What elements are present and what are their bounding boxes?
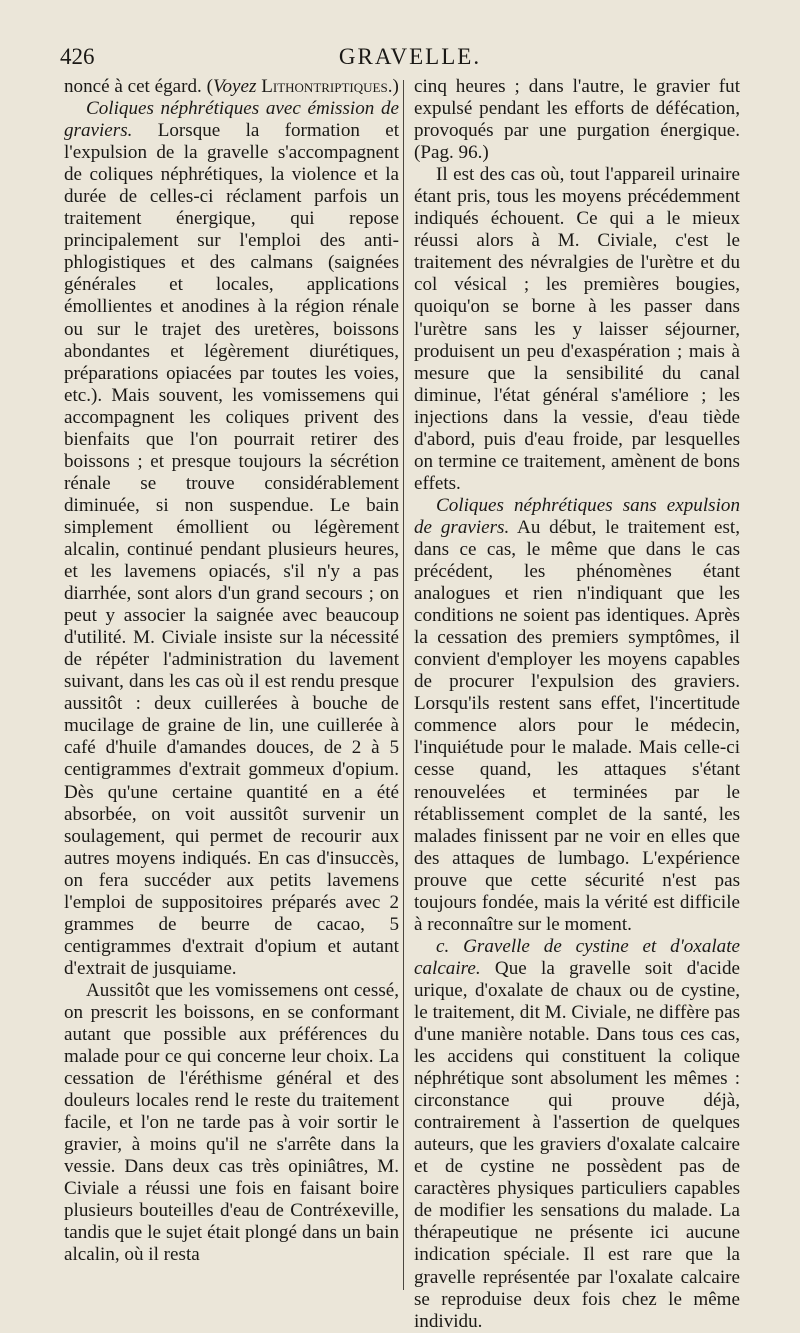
left-paragraph-1 — [64, 76, 399, 98]
paragraph-text: Au début, le traitement est, dans ce cas, le même que dans le cas précédent, les phénomènes étant analogues et rien n'indiquant que les conditions ne soient pas identiques. Après la cessation des premiers symptômes, il convient d'employer les moyens capables de procurer l'expulsion des graviers. Lorsqu'ils restent sans effet, l'incertitude commence alors pour le médecin, l'inquiétude pour le malade. Mais celle-ci cesse quand, les attaques s'étant renouvelées et terminées par le rétablissement complet de la santé, les malades finissent par ne voir en elles que des attaques de lumbago. L'expérience prouve que cette sécurité n'est pas toujours fondée, mais la vérité est difficile à reconnaître sur le moment. — [414, 516, 740, 935]
voyez-reference: Voyez — [212, 76, 257, 97]
right-paragraph-2: Il est des cas où, tout l'appareil urinaire étant pris, tous les moyens précédemment indiqués échouent. Ce qui a le mieux réussi alors à M. Civiale, c'est le traitement des névralgies de l'urètre et du col vésical ; les premières bougies, quoiqu'on se borne à les passer dans l'urètre sans les y laisser séjourner, produisent un peu d'exaspération ; mais à mesure que la sensibilité du canal diminue, l'état général s'améliore ; les injections dans la vessie, d'eau tiède d'abord, puis d'eau froide, par lesquelles on termine ce traitement, amènent de bons effets. — [414, 164, 740, 494]
right-column — [414, 76, 740, 1333]
left-paragraph-2 — [64, 98, 399, 980]
page-number: 426 — [60, 44, 95, 69]
column-divider — [403, 80, 404, 1290]
right-paragraph-1: cinq heures ; dans l'autre, le gravier fut expulsé pendant les efforts de défécation, provoqués par une purgation énergique. (Pag. 96.) — [414, 76, 740, 164]
right-paragraph-4 — [414, 936, 740, 1333]
page-header — [60, 44, 760, 76]
paragraph-text: Lorsque la formation et l'expulsion de la gravelle s'accompagnent de coliques néphrétiques, la violence et la durée de celles-ci réclament parfois un traitement énergique, qui repose principalement sur l'emploi des anti-phlogistiques et des calmans (saignées générales et locales, applications émollientes et anodines à la région rénale ou sur le trajet des uretères, boissons abondantes et légèrement diurétiques, préparations opiacées par toutes les voies, etc.). Mais souvent, les vomissemens qui accompagnent les coliques privent des bienfaits que l'on pourrait retirer des boissons ; et presque toujours la sécrétion rénale se trouve considérablement diminuée, si non suspendue. Le bain simplement émollient ou légèrement alcalin, continué pendant plusieurs heures, et les lavemens opiacés, s'il n'y a pas diarrhée, sont alors d'un grand secours ; on peut y associer la saignée avec beaucoup d'utilité. M. Civiale insiste sur la nécessité de répéter l'administration du lavement suivant, dans les cas où il est rendu presque aussitôt : deux cuillerées à bouche de mucilage de graine de lin, une cuillerée à café d'huile d'amandes douces, de 2 à 5 centigrammes d'extrait gommeux d'opium. Dès qu'une certaine quantité en a été absorbée, on voit aussitôt survenir un soulagement, qui permet de recourir aux autres moyens indiqués. En cas d'insuccès, on fera succéder aux petits lavemens l'emploi de suppositoires préparés avec 2 grammes de beurre de cacao, 5 centigrammes d'extrait d'opium et autant d'extrait de jusquiame. — [64, 120, 399, 979]
left-paragraph-3: Aussitôt que les vomissemens ont cessé, on prescrit les boissons, en se conformant autant que possible aux préférences du malade pour ce qui concerne leur choix. La cessation de l'éréthisme général et des douleurs locales rend le reste du traitement facile, et l'on ne tarde pas à voir sortir le gravier, à moins qu'il ne s'arrête dans la vessie. Dans deux cas très opiniâtres, M. Civiale a réussi une fois en faisant boire plusieurs bouteilles d'eau de Contréxeville, tandis que le sujet était plongé dans un bain alcalin, où il resta — [64, 979, 399, 1266]
section-heading: Coliques néphrétiques avec émission de graviers. — [64, 98, 399, 142]
right-paragraph-3 — [414, 495, 740, 936]
text-fragment: noncé à cet égard. ( — [64, 76, 213, 97]
text-fragment: .) — [387, 76, 399, 97]
section-heading: c. Gravelle de cystine et d'oxalate calcaire. — [414, 935, 740, 979]
section-heading: Coliques néphrétiques sans expulsion de graviers. — [414, 494, 740, 538]
cross-reference: Lithontriptiques — [261, 76, 388, 97]
running-title: GRAVELLE. — [338, 44, 482, 69]
left-column — [64, 76, 399, 1267]
paragraph-text: Que la gravelle soit d'acide urique, d'oxalate de chaux ou de cystine, le traitement, dit M. Civiale, ne diffère pas d'une manière notable. Dans tous ces cas, les accidens qui constituent la colique néphrétique sont absolument les mêmes : circonstance qui prouve déjà, contrairement à l'assertion de quelques auteurs, que les graviers d'oxalate calcaire et de cystine ne possèdent pas de caractères physiques particuliers capables de modifier les sensations du malade. La thérapeutique ne présente ici aucune indication spéciale. Il est rare que la gravelle représentée par l'oxalate calcaire se reproduise deux fois chez le même individu. — [414, 957, 740, 1332]
